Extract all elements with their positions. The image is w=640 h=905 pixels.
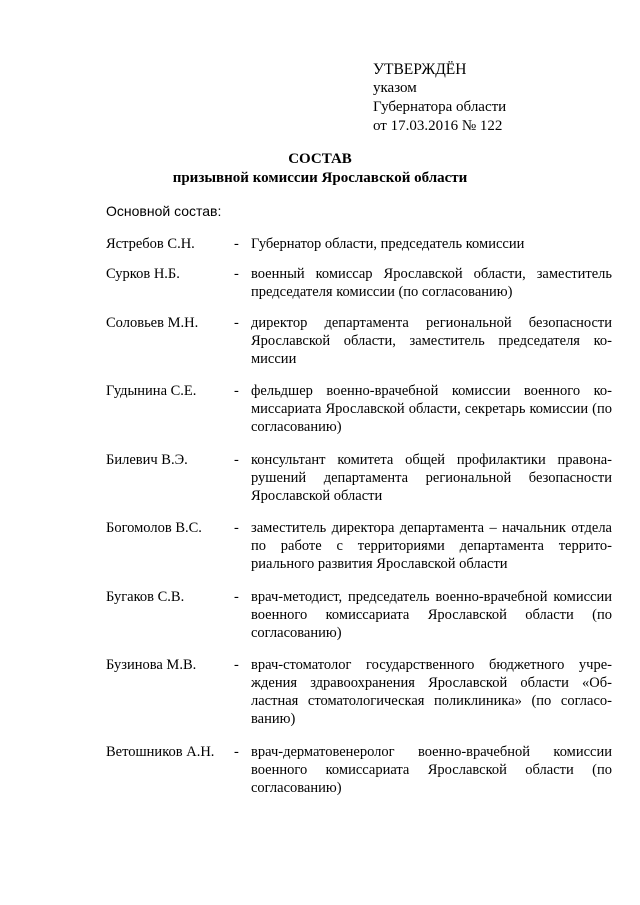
member-role: врач-методист, председатель военно-врачебной комиссии военного комиссариата Ярославской области (по согласованию) <box>251 589 612 641</box>
member-dash: - <box>234 452 239 468</box>
approval-decree: указом <box>373 80 417 96</box>
member-name: Билевич В.Э. <box>106 452 188 468</box>
member-role: директор департамента региональной безопасности Ярославской области, заместитель председателя комиссии <box>251 315 612 367</box>
member-name: Богомолов В.С. <box>106 520 202 536</box>
document-title <box>0 150 640 188</box>
member-role: врач-стоматолог государственного бюджетного учреждения здравоохранения Ярославской области «Областная стоматологическая поликлиника» (по согласованию) <box>251 657 612 727</box>
member-name: Ветошников А.Н. <box>106 744 215 760</box>
member-dash: - <box>234 383 239 399</box>
member-dash: - <box>234 236 239 252</box>
member-role: врач-дерматовенеролог военно-врачебной комиссии военного комиссариата Ярославской области (по согласованию) <box>251 744 612 796</box>
member-name: Бугаков С.В. <box>106 589 185 605</box>
member-dash: - <box>234 744 239 760</box>
member-dash: - <box>234 520 239 536</box>
title-sub: призывной комиссии Ярославской области <box>172 170 468 186</box>
member-dash: - <box>234 315 239 331</box>
member-name: Бузинова М.В. <box>106 657 197 673</box>
member-dash: - <box>234 657 239 673</box>
member-name: Гудынина С.Е. <box>106 383 197 399</box>
approval-block <box>373 60 506 136</box>
member-name: Сурков Н.Б. <box>106 266 180 282</box>
approval-date: от 17.03.2016 № 122 <box>373 118 503 134</box>
member-dash: - <box>234 266 239 282</box>
member-role: заместитель директора департамента – начальник отдела по работе с территориями департамента территориального развития Ярославской области <box>251 520 612 572</box>
member-role: военный комиссар Ярославской области, заместитель председателя комиссии (по согласованию) <box>251 266 612 300</box>
approval-authority: Губернатора области <box>373 99 507 115</box>
member-role: Губернатор области, председатель комиссии <box>251 236 525 252</box>
section-label: Основной состав: <box>106 203 222 219</box>
title-main: СОСТАВ <box>288 151 352 167</box>
member-dash: - <box>234 589 239 605</box>
member-name: Ястребов С.Н. <box>106 236 195 252</box>
member-name: Соловьев М.Н. <box>106 315 199 331</box>
member-role: консультант комитета общей профилактики правонарушений департамента региональной безопасности Ярославской области <box>251 452 612 504</box>
member-role: фельдшер военно-врачебной комиссии военного комиссариата Ярославской области, секретарь комиссии (по согласованию) <box>251 383 612 435</box>
approval-title: УТВЕРЖДЁН <box>373 61 467 78</box>
